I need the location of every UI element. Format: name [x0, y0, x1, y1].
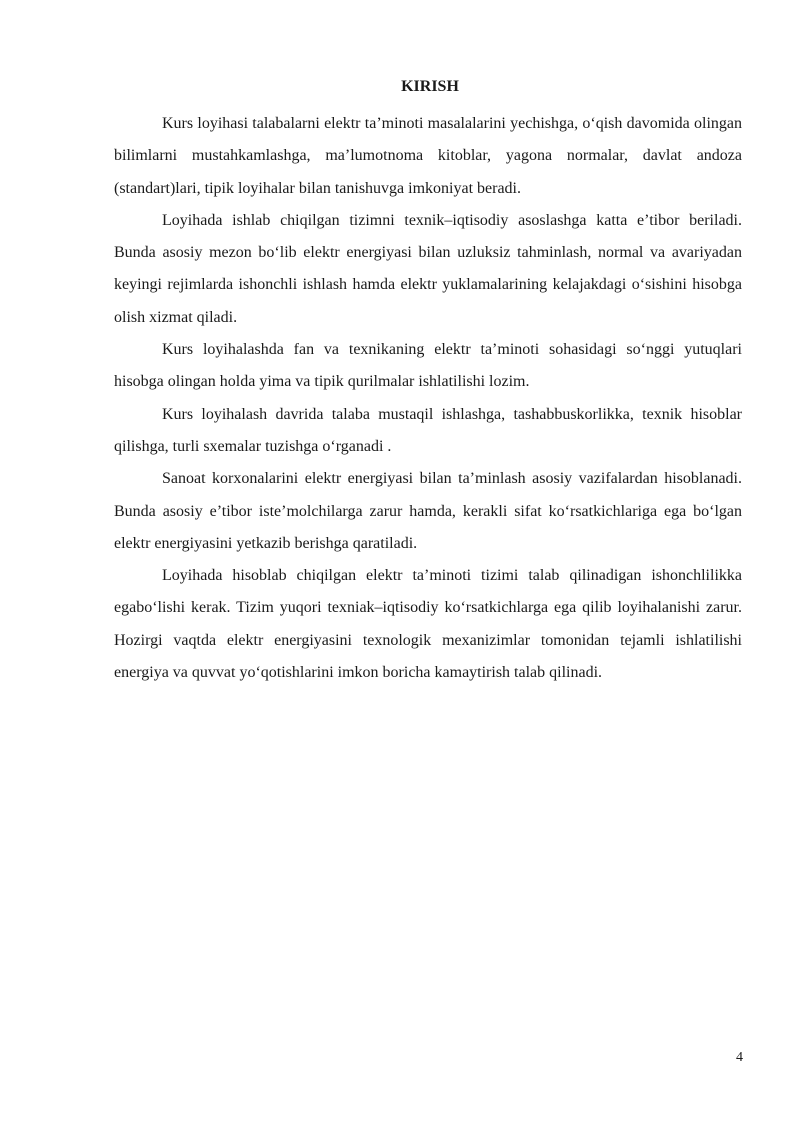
section-heading: KIRISH — [401, 78, 459, 95]
page-number: 4 — [736, 1050, 743, 1065]
paragraph-6: Loyihada hisoblab chiqilgan elektr ta’minoti tizimi talab qilinadigan ishonchlilikka egabo‘lishi kerak. Tizim yuqori texniak–iqtisodiy ko‘rsatkichlarga ega qilib loyihalanishi zarur. Hozirgi vaqtda elektr energiyasini texnologik mexanizimlar tomonidan tejamli ishlatilishi energiya va quvvat yo‘qotishlarini imkon boricha kamaytirish talab qilinadi. — [114, 567, 742, 682]
paragraph-4: Kurs loyihalash davrida talaba mustaqil ishlashga, tashabbuskorlikka, texnik hisoblar qilishga, turli sxemalar tuzishga o‘rganadi . — [114, 405, 742, 455]
paragraph-3: Kurs loyihalashda fan va texnikaning elektr ta’minoti sohasidagi so‘nggi yutuqlari hisobga olingan holda yima va tipik qurilmalar ishlatilishi lozim. — [114, 341, 742, 391]
paragraph-5: Sanoat korxonalarini elektr energiyasi bilan ta’minlash asosiy vazifalardan hisoblanadi. Bunda asosiy e’tibor iste’molchilarga zarur hamda, kerakli sifat ko‘rsatkichlariga ega bo‘lgan elektr energiyasini yetkazib berishga qaratiladi. — [114, 470, 742, 552]
page-content — [114, 76, 742, 689]
paragraph-2: Loyihada ishlab chiqilgan tizimni texnik–iqtisodiy asoslashga katta e’tibor beriladi. Bunda asosiy mezon bo‘lib elektr energiyasi bilan uzluksiz tahminlash, normal va avariyadan keyingi rejimlarda ishonchli ishlash hamda elektr yuklamalarining kelajakdagi o‘sishini hisobga olish xizmat qiladi. — [114, 211, 742, 326]
paragraph-1: Kurs loyihasi talabalarni elektr ta’minoti masalalarini yechishga, o‘qish davomida olingan bilimlarni mustahkamlashga, ma’lumotnoma kitoblar, yagona normalar, davlat andoza (standart)lari, tipik loyihalar bilan tanishuvga imkoniyat beradi. — [114, 115, 742, 197]
